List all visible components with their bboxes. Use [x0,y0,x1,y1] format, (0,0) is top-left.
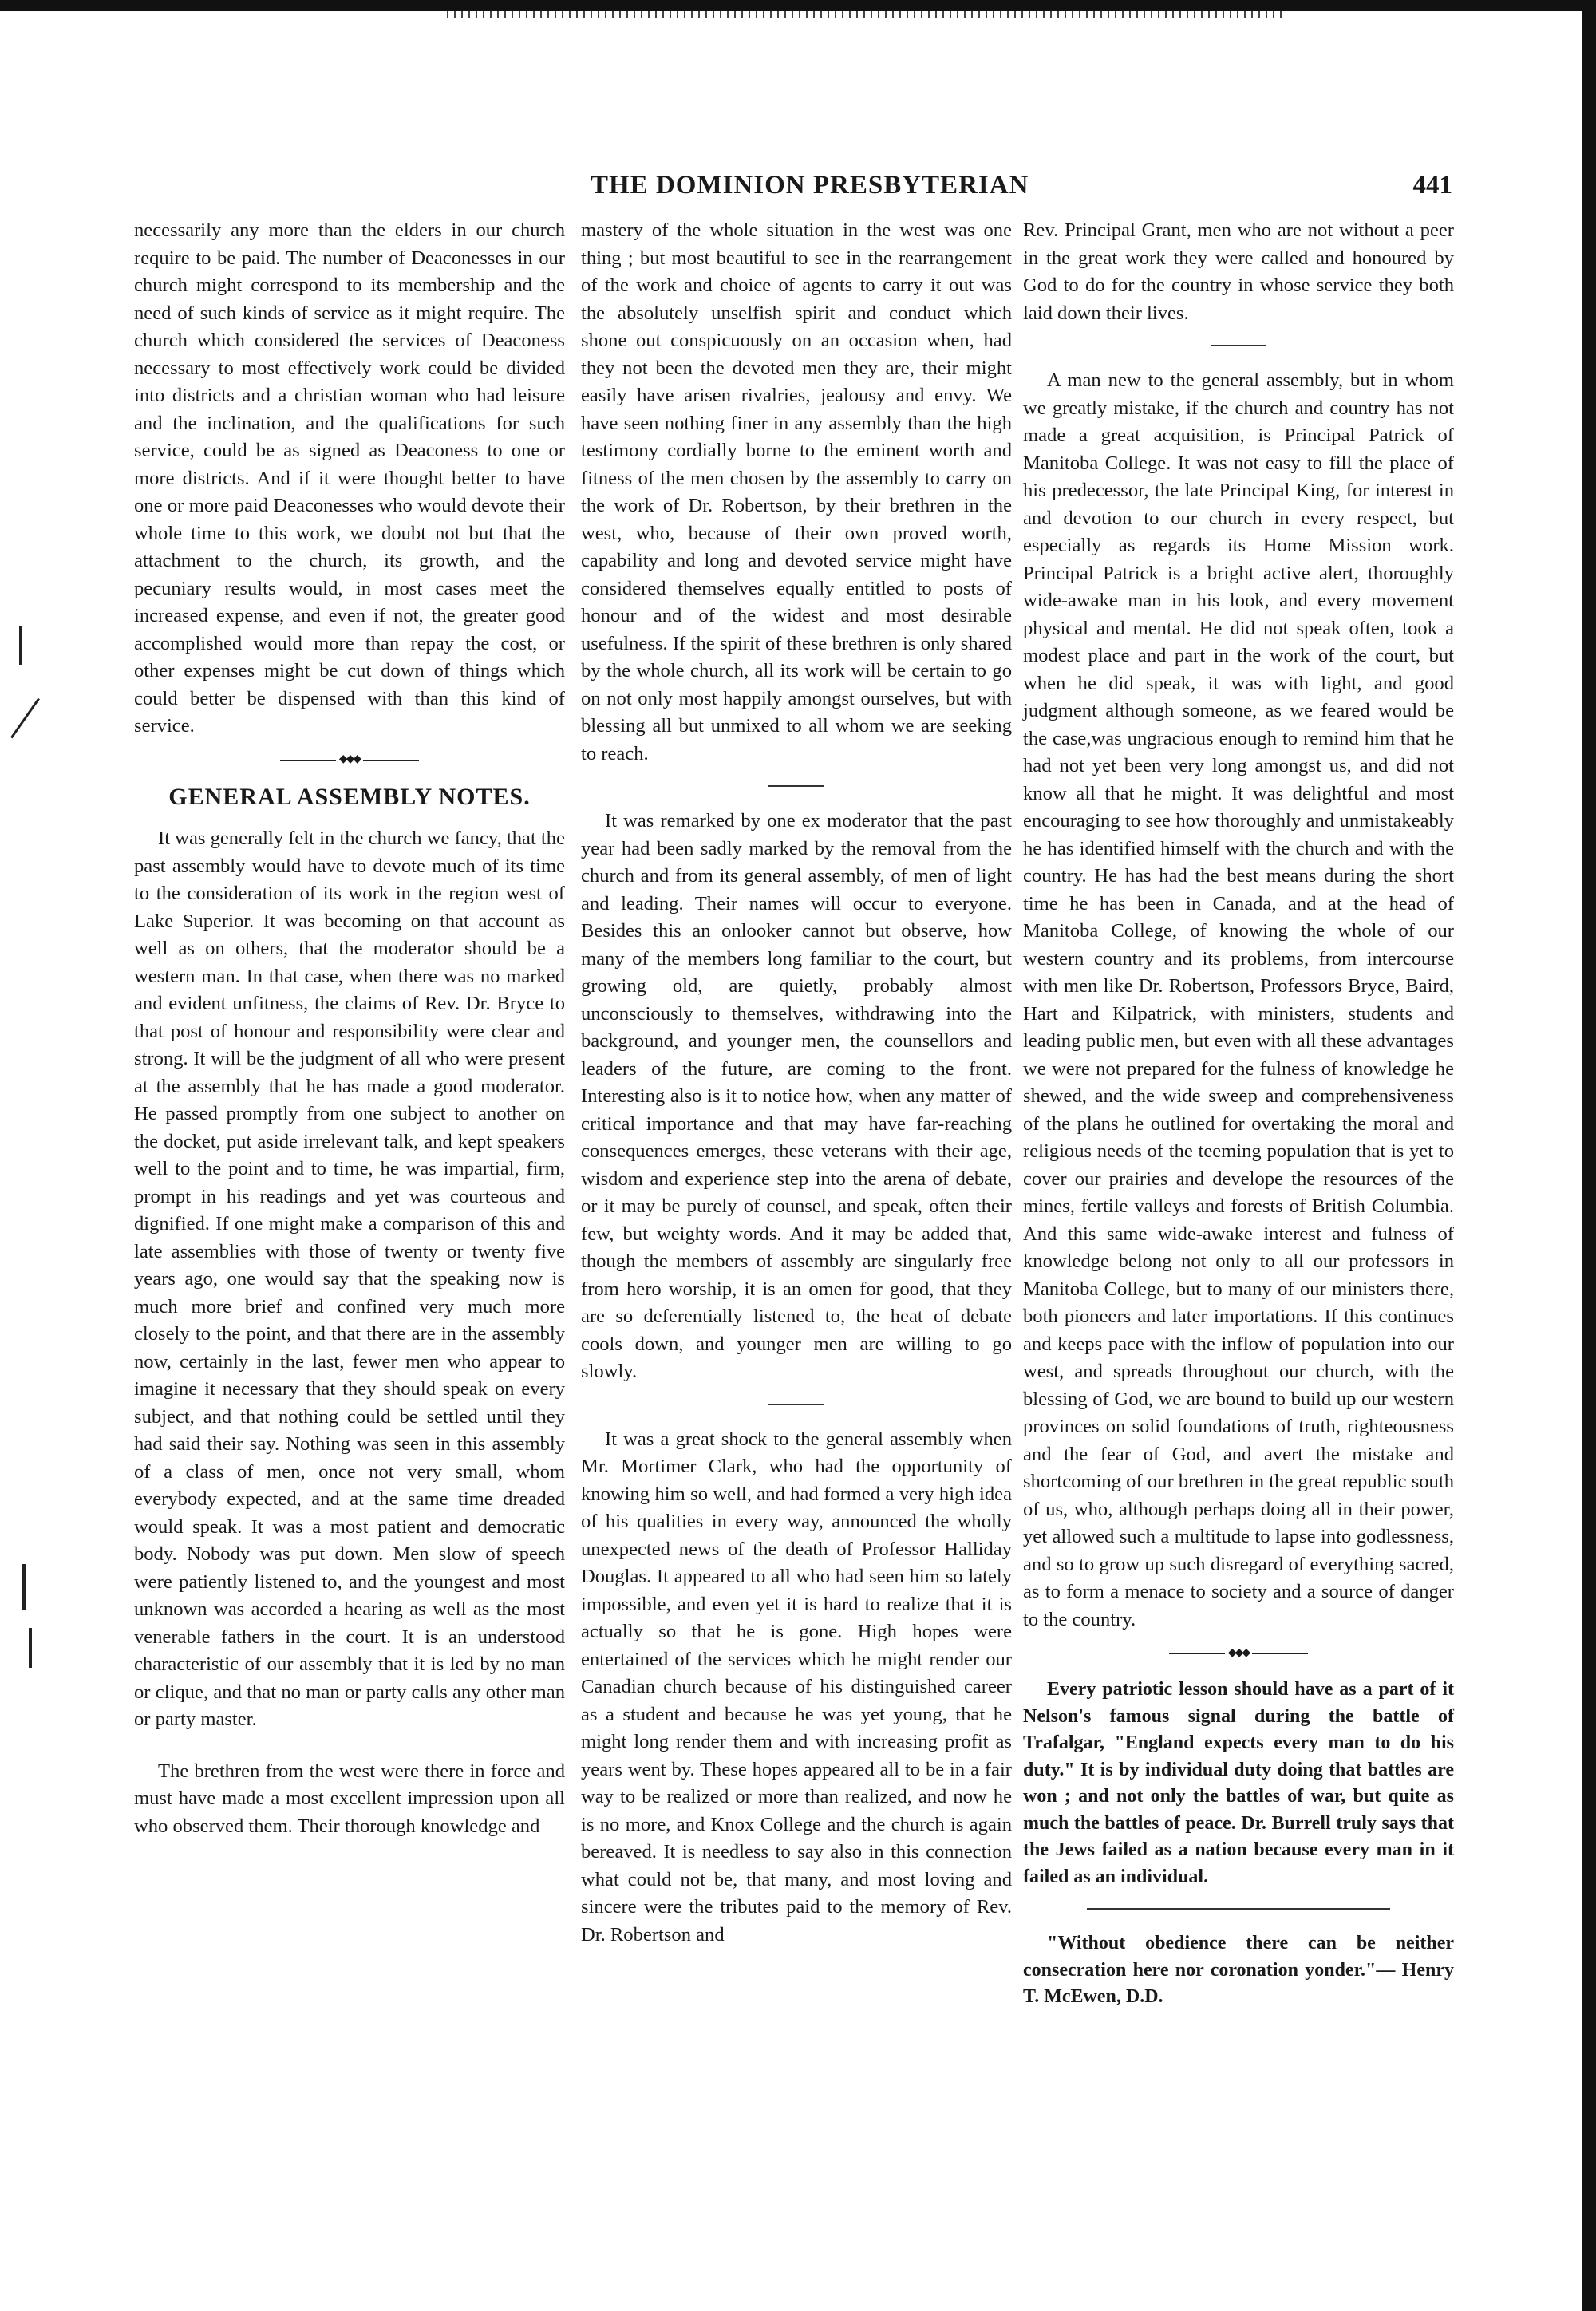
divider-rule [768,1404,824,1405]
column-2 [581,217,1012,1949]
paragraph: A man new to the general assembly, but in whom we greatly mistake, if the church and country has not made a great acquisition, is Principal Patrick of Manitoba College. It was not easy to fill the place of his predecessor, the late Principal King, for interest in and devotion to our church in every respect, but especially as regards its Home Mission work. Principal Patrick is a bright active alert, thoroughly wide-awake man in his look, and every movement physical and mental. He did not speak often, took a modest place and part in the work of the court, but when he did speak, it was with light, and good judgment although someone, as we feared would be the case,was ungracious enough to remind him that he had not yet been very long amongst us, and did not know all that he might. It was delightful and most encouraging to see how thoroughly and unmistakeably he has identified himself with the church and with the country. He has had the best means during the short time he has been in Canada, and at the head of Manitoba College, of knowing the whole of our western country and its problems, from intercourse with men like Dr. Robertson, Professors Bryce, Baird, Hart and Kilpatrick, with ministers, students and leading public men, but even with all these advantages we were not prepared for the fulness of knowledge he shewed, and the wide sweep and comprehensiveness of the plans he outlined for overtaking the moral and religious needs of the teeming population that is yet to cover our prairies and develope the resources of the mines, fertile valleys and forests of British Columbia. And this same wide-awake interest and fulness of knowledge belong not only to all our professors in Manitoba College, but to many of our ministers there, both pioneers and later importations. If this continues and keeps pace with the inflow of population into our west, and spreads throughout our church, with the blessing of God, we are bound to build up our western provinces on solid foundations of truth, righteousness and the fear of God, and avert the mistake and shortcoming of our brethren in the great republic south of us, who, although perhaps doing all in their power, yet allowed such a multitude to lapse into godlessness, and so to grow up such disregard of everything sacred, as to form a menace to society and a source of danger to the country. [1023,369,1454,1630]
paragraph: Rev. Principal Grant, men who are not without a peer in the great work they were called and honoured by God to do for the country in whose service they both laid down their lives. [1023,219,1454,324]
column-1 [134,217,565,1840]
column-3 [1023,217,1454,2011]
margin-mark [19,626,22,665]
divider-rule [768,785,824,787]
top-perforation [447,11,1285,18]
paragraph: It was generally felt in the church we fancy, that the past assembly would have to devote much of its time to the consideration of its work in the region west of Lake Superior. It was becoming on that account as well as on others, that the moderator should be a western man. In that case, when there was no marked and evident unfitness, the claims of Rev. Dr. Bryce to that post of honour and responsibility were clear and strong. It will be the judgment of all who were present at the assembly that he has made a good moderator. He passed promptly from one subject to another on the docket, put aside irrelevant talk, and kept speakers well to the point and to time, he was impartial, firm, prompt in his readings and yet was courteous and dignified. If one might make a comparison of this and late assemblies with those of twenty or twenty five years ago, one would say that the speaking now is much more brief and confined very much more closely to the point, and that there are in the assembly now, certainly in the last, fewer men who appear to imagine it necessary that they should speak on every subject, and that nothing could be settled until they had said their say. Nothing was seen in this assembly of a class of men, once not very small, whom everybody expected, and at the same time dreaded would speak. It was a most patient and democratic body. Nobody was put down. Men slow of speech were patiently listened to, and the youngest and most unknown was accorded a hearing as well as the most venerable fathers in the court. It is an understood characteristic of our assembly that it is led by no man or clique, and that no man or party calls any other man or party master. [134,828,565,1730]
section-divider: ◆◆◆ [1023,1641,1454,1665]
page-number: 441 [1412,171,1452,199]
section-heading: GENERAL ASSEMBLY NOTES. [168,783,531,810]
paragraph: It was remarked by one ex moderator that the past year had been sadly marked by the removal from the church and from its general assembly, of men of light and leading. Their names will occur to everyone. Besides this an onlooker cannot but observe, how many of the members long familiar to the court, but growing old, are quietly, probably almost unconsciously to themselves, withdrawing into the background, and younger men, the counsellors and leaders of the future, are coming to the front. Interesting also is it to notice how, when any matter of critical importance and that may have far-reaching consequences emerges, these veterans with their age, wisdom and experience step into the arena of debate, or it may be purely of counsel, and speak, often their few, but weighty words. And it may be added that, though the members of assembly are singularly free from hero worship, it is an omen for good, that they are so deferentially listened to, the heat of debate cools down, and younger men are willing to go slowly. [581,810,1012,1382]
divider-rule [1211,345,1266,346]
section-divider: ◆◆◆ [134,749,565,772]
divider-rule [1087,1908,1390,1910]
paragraph: The brethren from the west were there in force and must have made a most excellent impression upon all who observed them. Their thorough knowledge and [134,1760,565,1837]
paragraph: Every patriotic lesson should have as a part of it Nelson's famous signal during the battle of Trafalgar, "England expects every man to do his duty." It is by individual duty doing that battles are won ; and not only the battles of war, but quite as much the battles of peace. Dr. Burrell truly says that the Jews failed as a nation because every man in it failed as an individual. [1023,1679,1454,1887]
page-header [128,171,1452,203]
margin-mark [22,1564,26,1610]
journal-title: THE DOMINION PRESBYTERIAN [591,171,1029,199]
paragraph: It was a great shock to the general assembly when Mr. Mortimer Clark, who had the opportunity of knowing him so well, and had formed a very high idea of his qualities in every way, announced the wholly unexpected news of the death of Professor Halliday Douglas. It appeared to all who had seen him so lately impossible, and even yet it is hard to realize that it is actually so that he is gone. High hopes were entertained of the services which he might render our Canadian church because of his distinguished career as a student and because he was yet young, that he might long render them and with increasing profit as years went by. These hopes appeared all to be in a fair way to be realized or more than realized, and now he is no more, and Knox College and the church is again bereaved. It is needless to say also in this connection what could not be, that many, and most loving and sincere were the tributes paid to the memory of Rev. Dr. Robertson and [581,1428,1012,1946]
paragraph: necessarily any more than the elders in our church require to be paid. The number of Deaconesses in our church might correspond to its membership and the need of such kinds of service as it might require. The church which considered the services of Deaconess necessary to most effectively work could be divided into districts and a christian woman who had leisure and the inclination, and the qualifications for such service, could be as signed as Deaconess to one or more districts. And if it were thought better to have one or more paid Deaconesses who would devote their whole time to this work, we doubt not but that the attachment to the church, its growth, and the pecuniary results would, in most cases meet the increased expense, and even if not, the greater good accomplished would more than repay the cost, or other expenses might be cut down of things which could better be dispensed with than this kind of service. [134,219,565,737]
margin-mark [29,1628,32,1668]
quotation: "Without obedience there can be neither consecration here nor coronation yonder."— Henry T. McEwen, D.D. [1023,1933,1454,2007]
paragraph: mastery of the whole situation in the west was one thing ; but most beautiful to see in the rearrangement of the work and choice of agents to carry it out was the absolutely unselfish spirit and conduct which shone out conspicuously on an occasion when, had they not been the devoted men they are, their might easily have arisen rivalries, jealousy and envy. We have seen nothing finer in any assembly than the high testimony cordially borne to the eminent worth and fitness of the men chosen by the assembly to carry on the work of Dr. Robertson, by their brethren in the west, who, because of their own proved worth, capability and long and devoted service might have considered themselves equally entitled to posts of honour and of the widest and most desirable usefulness. If the spirit of these brethren is only shared by the whole church, all its work will be certain to go on not only most happily amongst ourselves, but with blessing all but unmixed to all whom we are seeking to reach. [581,219,1012,764]
